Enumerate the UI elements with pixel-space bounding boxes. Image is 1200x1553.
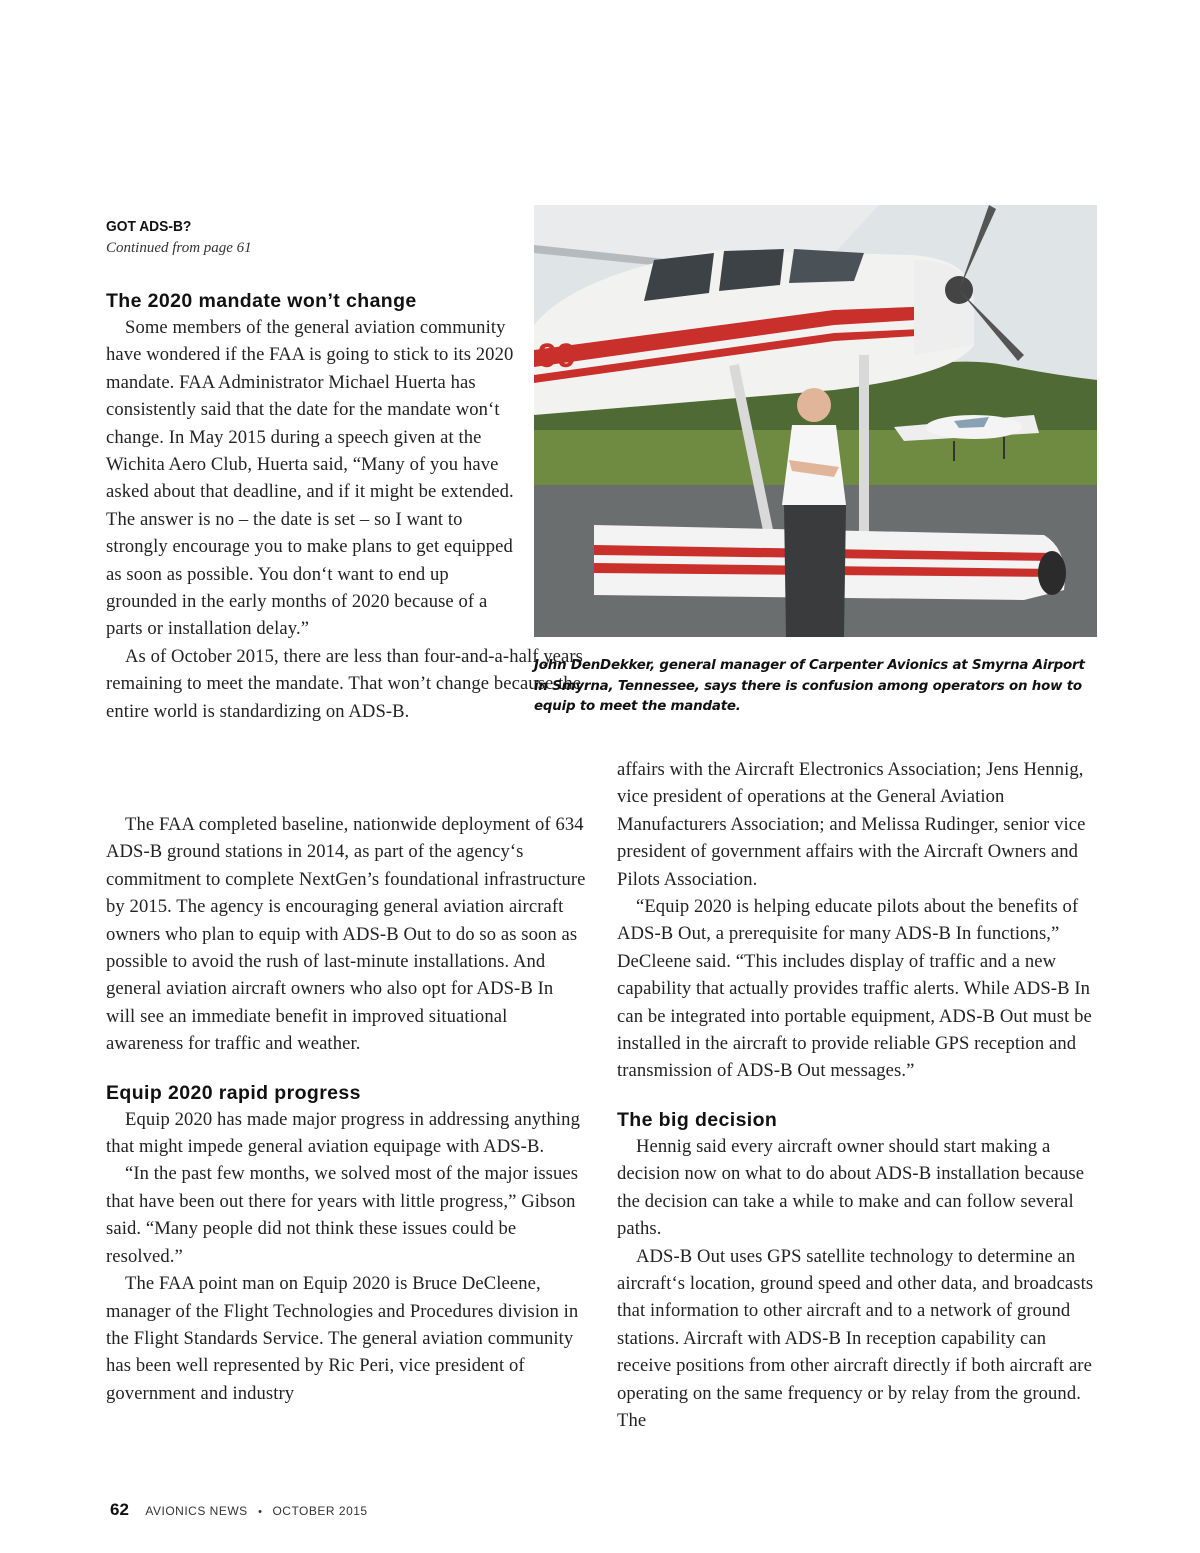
paragraph: As of October 2015, there are less than four-and-a-half years remaining to meet the mandate. That won’t change because the entire world is standardizing on ADS-B. — [106, 645, 583, 722]
heading-mandate: The 2020 mandate won’t change — [106, 290, 417, 312]
left-column-bottom — [106, 811, 586, 1407]
page-footer — [110, 1500, 368, 1520]
paragraph: The FAA point man on Equip 2020 is Bruce DeCleene, manager of the Flight Technologies and Procedures division in the Flight Standards Service. The general aviation community has been well represented by Ric Peri, vice president of government and industry — [106, 1273, 579, 1404]
paragraph: Equip 2020 has made major progress in addressing anything that might impede general aviation equipage with ADS-B. — [106, 1108, 580, 1158]
right-column — [617, 756, 1097, 1434]
paragraph: Hennig said every aircraft owner should start making a decision now on what to do about ADS-B installation because the decision can take a while to make and can follow several paths. — [617, 1135, 1085, 1240]
heading-big-decision: The big decision — [617, 1108, 778, 1131]
publication-name: AVIONICS NEWS — [145, 1504, 248, 1518]
seaplane-photo-illustration — [534, 205, 1097, 637]
paragraph: “Equip 2020 is helping educate pilots about the benefits of ADS-B Out, a prerequisite for many ADS-B In functions,” DeCleene said. “This includes display of traffic and a new capability that actually provides traffic alerts. While ADS-B In can be integrated into portable equipment, ADS-B Out must be installed in the aircraft to provide reliable GPS reception and transmission of ADS-B Out messages.” — [617, 896, 1092, 1082]
tail-number: 99 — [538, 337, 576, 375]
section-kicker: GOT ADS-B? — [106, 218, 192, 235]
page-number: 62 — [110, 1500, 129, 1519]
continued-note: Continued from page 61 — [106, 240, 252, 256]
issue-date: OCTOBER 2015 — [272, 1504, 368, 1518]
article-photo — [534, 205, 1097, 637]
photo-caption: John DenDekker, general manager of Carpenter Avionics at Smyrna Airport in Smyrna, Tennessee, says there is confusion among operators on how to equip to meet the mandate. — [534, 658, 1085, 714]
heading-equip-2020: Equip 2020 rapid progress — [106, 1081, 361, 1104]
paragraph: “In the past few months, we solved most of the major issues that have been out there for years with little progress,” Gibson said. “Many people did not think these issues could be resolved.” — [106, 1163, 579, 1267]
paragraph: affairs with the Aircraft Electronics Association; Jens Hennig, vice president of operations at the General Aviation Manufacturers Association; and Melissa Rudinger, senior vice president of government affairs with the Aircraft Owners and Pilots Association. — [617, 759, 1086, 890]
bullet-separator: • — [258, 1506, 262, 1518]
paragraph: Some members of the general aviation community have wondered if the FAA is going to stick to its 2020 mandate. FAA Administrator Michael Huerta has consistently said that the date for the mandate won‘t change. In May 2015 during a speech given at the Wichita Aero Club, Huerta said, “Many of you have asked about that deadline, and if it might be extended. The answer is no – the date is set – so I want to strongly encourage you to make plans to get equipped as soon as possible. You don‘t want to end up grounded in the early months of 2020 because of a parts or installation delay.” — [106, 317, 514, 640]
paragraph: The FAA completed baseline, nationwide deployment of 634 ADS-B ground stations in 2014, as part of the agency‘s commitment to complete NextGen’s foundational infrastructure by 2015. The agency is encouraging general aviation aircraft owners who plan to equip with ADS-B Out to do so as soon as possible to avoid the rush of last-minute installations. And general aviation aircraft owners who also opt for ADS-B In will see an immediate benefit in improved situational awareness for traffic and weather. — [106, 814, 586, 1055]
paragraph: ADS-B Out uses GPS satellite technology to determine an aircraft‘s location, ground speed and other data, and broadcasts that information to other aircraft and to a network of ground stations. Aircraft with ADS-B In reception capability can receive positions from other aircraft directly if both aircraft are operating on the same frequency or by relay from the ground. The — [617, 1245, 1094, 1431]
